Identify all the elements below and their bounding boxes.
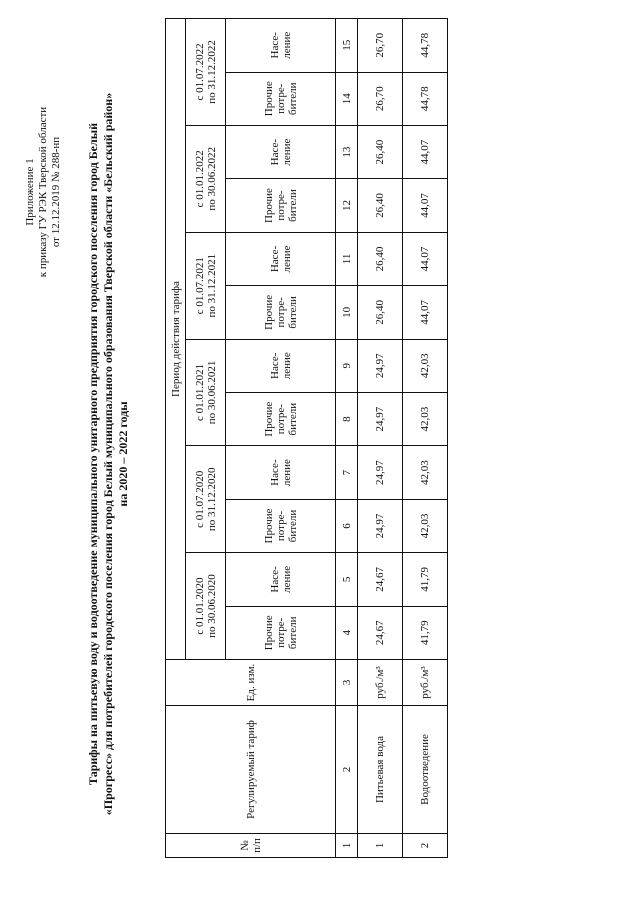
index-cell: 4: [336, 606, 358, 659]
value-cell: 44,07: [403, 179, 448, 232]
value-cell: 24,97: [358, 499, 403, 552]
row-unit: руб./м³: [403, 660, 448, 706]
value-cell: 42,03: [403, 392, 448, 445]
index-cell: 10: [336, 286, 358, 339]
value-cell: 24,97: [358, 339, 403, 392]
subheader-other: Прочие потре-бители: [226, 72, 336, 125]
value-cell: 44,07: [403, 125, 448, 178]
value-cell: 41,79: [403, 553, 448, 606]
subheader-population: Насе-ление: [226, 446, 336, 499]
value-cell: 26,70: [358, 19, 403, 73]
subheader-other: Прочие потре-бители: [226, 179, 336, 232]
index-cell: 2: [336, 706, 358, 834]
subheader-other: Прочие потре-бители: [226, 606, 336, 659]
index-cell: 9: [336, 339, 358, 392]
index-cell: 8: [336, 392, 358, 445]
subheader-population: Насе-ление: [226, 232, 336, 285]
value-cell: 26,40: [358, 179, 403, 232]
period-header: с 01.07.2020 по 31.12.2020: [186, 446, 226, 553]
value-cell: 24,67: [358, 553, 403, 606]
title-line-3: на 2020 – 2022 годы: [116, 401, 130, 507]
index-cell: 5: [336, 553, 358, 606]
row-number: 2: [403, 834, 448, 858]
value-cell: 42,03: [403, 499, 448, 552]
subheader-population: Насе-ление: [226, 339, 336, 392]
value-cell: 24,67: [358, 606, 403, 659]
document-title: [86, 44, 131, 864]
index-cell: 14: [336, 72, 358, 125]
value-cell: 44,07: [403, 286, 448, 339]
subheader-population: Насе-ление: [226, 553, 336, 606]
value-cell: 42,03: [403, 339, 448, 392]
value-cell: 26,40: [358, 232, 403, 285]
title-line-2: «Прогресс» для потребителей городского поселения город Белый муниципального образования Тверской области «Бельский район»: [101, 92, 115, 816]
index-cell: 1: [336, 834, 358, 858]
index-cell: 11: [336, 232, 358, 285]
header-unit: Ед. изм.: [166, 660, 336, 706]
value-cell: 26,40: [358, 286, 403, 339]
period-header: с 01.01.2021 по 30.06.2021: [186, 339, 226, 446]
tariff-table: [165, 18, 448, 858]
index-cell: 15: [336, 19, 358, 73]
subheader-population: Насе-ление: [226, 125, 336, 178]
index-cell: 7: [336, 446, 358, 499]
table-row: [358, 19, 403, 858]
value-cell: 42,03: [403, 446, 448, 499]
period-header: с 01.07.2021 по 31.12.2021: [186, 232, 226, 339]
value-cell: 26,40: [358, 125, 403, 178]
appendix-line-2: к приказу ГУ РЭК Тверской области: [37, 106, 49, 278]
subheader-other: Прочие потре-бители: [226, 392, 336, 445]
title-line-1: Тарифы на питьевую воду и водоотведение муниципального унитарного предприятия городского поселения город Белый: [86, 122, 100, 786]
header-tariff: Регулируемый тариф: [166, 706, 336, 834]
row-tariff-name: Питьевая вода: [358, 706, 403, 834]
appendix-line-1: Приложение 1: [24, 158, 36, 226]
header-no: № п/п: [166, 834, 336, 858]
value-cell: 24,97: [358, 392, 403, 445]
index-cell: 13: [336, 125, 358, 178]
subheader-other: Прочие потре-бители: [226, 286, 336, 339]
value-cell: 44,78: [403, 72, 448, 125]
period-header: с 01.01.2020 по 30.06.2020: [186, 553, 226, 660]
index-row: [336, 19, 358, 858]
header-period: Период действия тарифа: [166, 19, 186, 660]
row-unit: руб./м³: [358, 660, 403, 706]
value-cell: 44,07: [403, 232, 448, 285]
appendix-line-3: от 12.12.2019 № 288-нп: [50, 136, 62, 248]
index-cell: 6: [336, 499, 358, 552]
index-cell: 12: [336, 179, 358, 232]
subheader-other: Прочие потре-бители: [226, 499, 336, 552]
appendix-block: [24, 42, 63, 342]
row-number: 1: [358, 834, 403, 858]
period-header: с 01.01.2022 по 30.06.2022: [186, 125, 226, 232]
table-row: [403, 19, 448, 858]
subheader-population: Насе-ление: [226, 19, 336, 73]
row-tariff-name: Водоотведение: [403, 706, 448, 834]
period-header: с 01.07.2022 по 31.12.2022: [186, 19, 226, 126]
value-cell: 24,97: [358, 446, 403, 499]
value-cell: 26,70: [358, 72, 403, 125]
index-cell: 3: [336, 660, 358, 706]
value-cell: 44,78: [403, 19, 448, 73]
value-cell: 41,79: [403, 606, 448, 659]
